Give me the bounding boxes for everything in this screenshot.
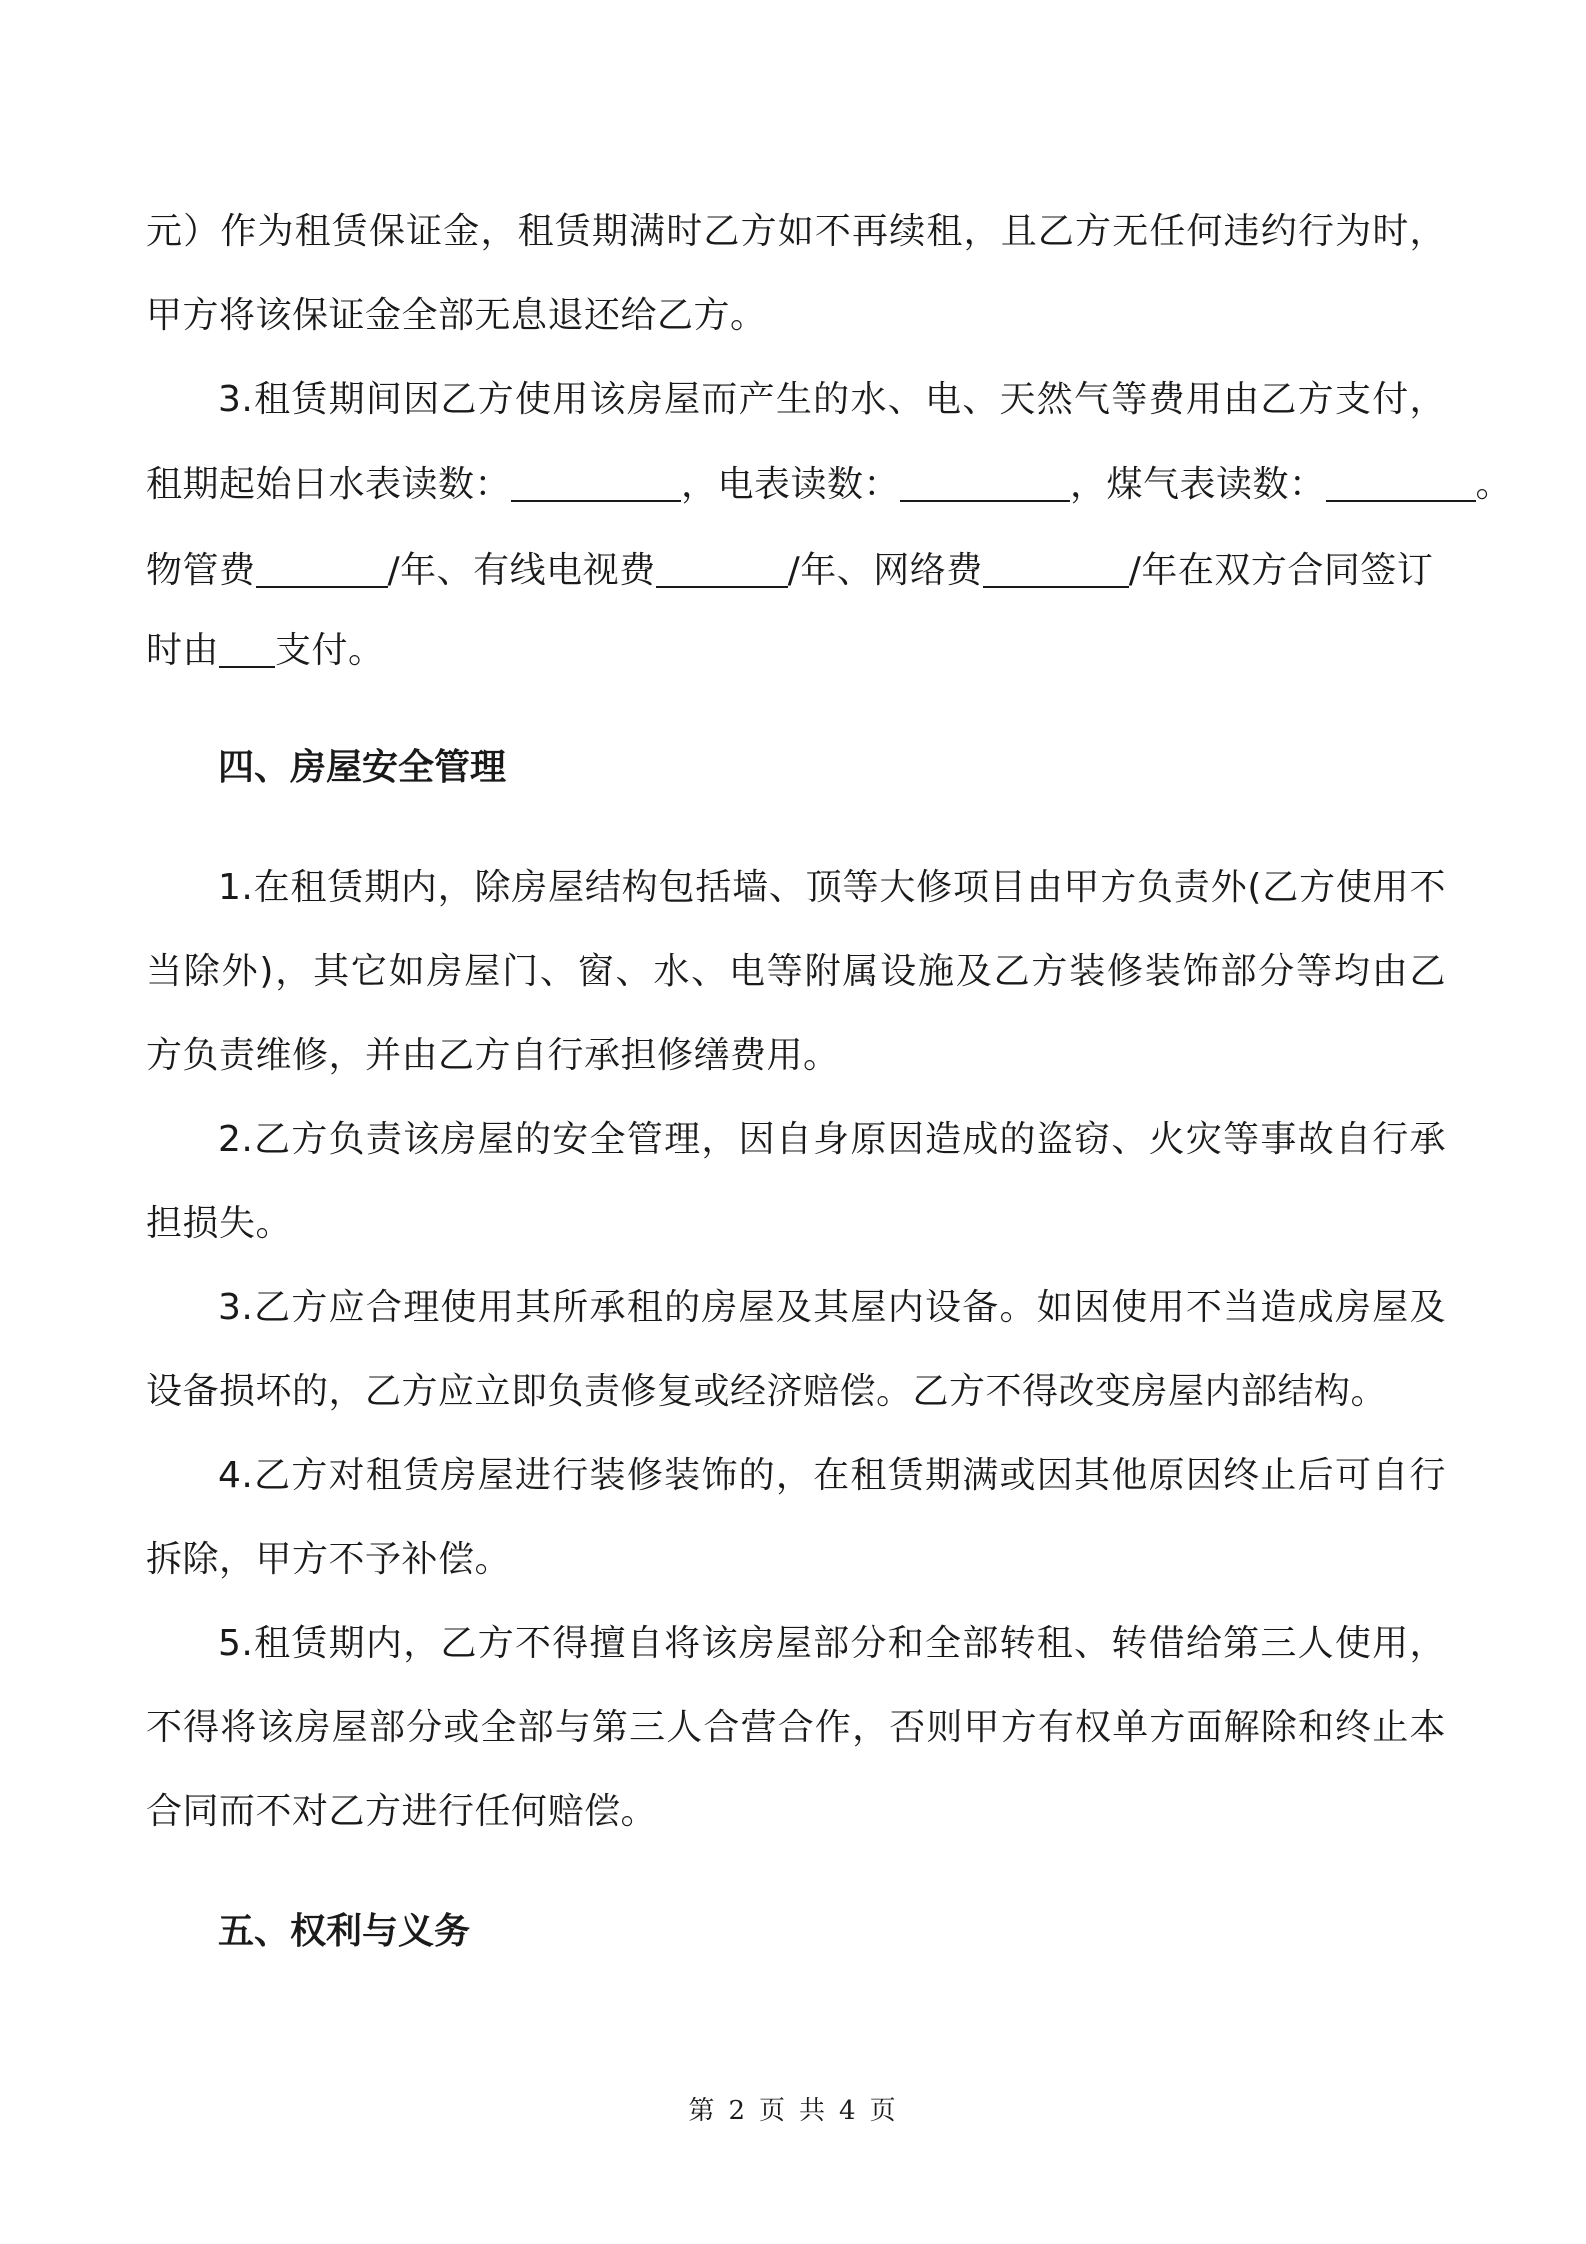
text-line: 合同而不对乙方进行任何赔偿。 <box>146 1791 658 1832</box>
payer-line <box>146 626 385 675</box>
electric-meter-label: ，电表读数： <box>681 464 901 505</box>
footer-di: 第 <box>688 2096 717 2126</box>
cable-tv-fee-blank[interactable] <box>656 546 788 588</box>
page-footer <box>0 2094 1586 2128</box>
gas-meter-blank[interactable] <box>1326 460 1476 502</box>
fees-line <box>146 546 1433 595</box>
text-line: 3.租赁期间因乙方使用该房屋而产生的水、电、天然气等费用由乙方支付， <box>218 379 1446 420</box>
fees-tail: /年在双方合同签订 <box>1128 550 1434 591</box>
payer-tail: 支付。 <box>275 630 385 671</box>
cable-tv-fee-label: /年、有线电视费 <box>387 550 656 591</box>
gas-meter-label: ，煤气表读数： <box>1070 464 1326 505</box>
text-line: 3.乙方应合理使用其所承租的房屋及其屋内设备。如因使用不当造成房屋及 <box>218 1287 1446 1328</box>
text-line: 4.乙方对租赁房屋进行装修装饰的，在租赁期满或因其他原因终止后可自行 <box>218 1455 1446 1496</box>
section-heading: 四、房屋安全管理 <box>218 747 507 788</box>
text-line: 2.乙方负责该房屋的安全管理，因自身原因造成的盗窃、火灾等事故自行承 <box>218 1119 1446 1160</box>
water-meter-label: 租期起始日水表读数： <box>146 464 512 505</box>
payer-blank[interactable] <box>219 626 275 668</box>
payer-label: 时由 <box>146 630 220 671</box>
total-pages-number: 4 <box>839 2096 858 2126</box>
text-line: 设备损坏的，乙方应立即负责修复或经济赔偿。乙方不得改变房屋内部结构。 <box>146 1371 1388 1412</box>
text-line: 不得将该房屋部分或全部与第三人合营合作，否则甲方有权单方面解除和终止本 <box>146 1707 1446 1748</box>
text-line: 1.在租赁期内，除房屋结构包括墙、顶等大修项目由甲方负责外(乙方使用不 <box>218 867 1446 908</box>
footer-ye: 页 <box>758 2096 787 2126</box>
footer-gong: 共 <box>799 2096 828 2126</box>
text-line: 元）作为租赁保证金，租赁期满时乙方如不再续租，且乙方无任何违约行为时， <box>146 211 1446 252</box>
text-line: 拆除，甲方不予补偿。 <box>146 1539 512 1580</box>
section-heading: 五、权利与义务 <box>218 1911 471 1952</box>
water-meter-blank[interactable] <box>511 460 681 502</box>
text-line: 担损失。 <box>146 1203 293 1244</box>
text-line: 5.租赁期内，乙方不得擅自将该房屋部分和全部转租、转借给第三人使用， <box>218 1623 1446 1664</box>
network-fee-blank[interactable] <box>983 546 1129 588</box>
property-fee-label: 物管费 <box>146 550 256 591</box>
text-line: 方负责维修，并由乙方自行承担修缮费用。 <box>146 1035 840 1076</box>
footer-ye: 页 <box>869 2096 898 2126</box>
text-line: 当除外)，其它如房屋门、窗、水、电等附属设施及乙方装修装饰部分等均由乙 <box>146 951 1446 992</box>
network-fee-label: /年、网络费 <box>787 550 983 591</box>
current-page-number: 2 <box>728 2096 747 2126</box>
meter-readings-line <box>146 460 1512 509</box>
property-fee-blank[interactable] <box>256 546 388 588</box>
text-line: 甲方将该保证金全部无息退还给乙方。 <box>146 295 767 336</box>
electric-meter-blank[interactable] <box>900 460 1070 502</box>
period-mark: 。 <box>1475 464 1513 505</box>
